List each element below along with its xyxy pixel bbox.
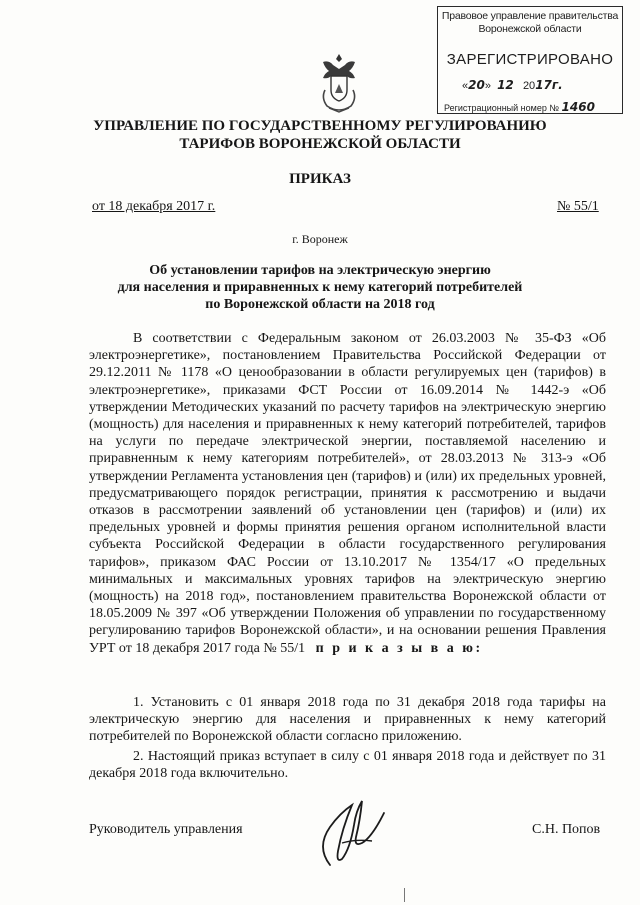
stamp-year-prefix: 20 — [522, 80, 536, 92]
order-subject — [60, 262, 580, 313]
order-number: № 55/1 — [557, 199, 599, 214]
order-items — [89, 694, 606, 784]
signatory-name: С.Н. Попов — [532, 822, 601, 837]
prikazyvayu-word: п р и к а з ы в а ю: — [315, 640, 483, 656]
order-date: от 18 декабря 2017 г. — [92, 199, 216, 214]
preamble-paragraph — [89, 330, 606, 657]
organization-name-line1: УПРАВЛЕНИЕ ПО ГОСУДАРСТВЕННОМУ РЕГУЛИРОВАНИЮ — [93, 118, 547, 134]
stamp-authority-line1: Правовое управление правительства — [441, 10, 619, 22]
handwritten-signature-icon — [300, 795, 400, 875]
stamp-number-value: 1460 — [561, 100, 595, 114]
stamp-registered-label: ЗАРЕГИСТРИРОВАНО — [446, 51, 614, 68]
stamp-month: 12 — [497, 78, 514, 92]
scan-mark — [404, 888, 405, 902]
stamp-number-label: Регистрационный номер № — [444, 103, 560, 113]
stamp-date: «20» 12 2017г. — [462, 78, 563, 92]
stamp-number-row — [444, 100, 595, 114]
preamble-text: В соответствии с Федеральным законом от 26.03.2003 № 35-ФЗ «Об электроэнергетике», постановлением Правительства Российской Федерации от 29.12.2011 № 1178 «О ценообразовании в области регулируемых цен (тарифов) в электроэнергетике», приказами ФСТ России от 16.09.2014 № 1442-э «Об утверждении Методических указаний по расчету тарифов на электрическую энергию (мощность) для населения и приравненных к нему категорий потребителей, тарифов на услуги по передаче электрической энергии, поставляемой населению и приравненным к нему категориям потребителей», от 28.03.2013 № 313-э «Об утверждении Регламента установления цен (тарифов) и (или) их предельных уровней, предусматривающего порядок регистрации, принятия к рассмотрению и выдачи отказов в рассмотрении заявлений об установлении цен (тарифов) и (или) их предельных уровней и формы принятия решения органом исполнительной власти субъекта Российской Федерации в области государственного регулирования тарифов», приказом ФАС России от 13.10.2017 № 1354/17 «О предельных минимальных и максимальных уровнях тарифов на электрическую энергию (мощность) на 2018 год», постановлением правительства Воронежской области от 18.05.2009 № 397 «Об утверждении Положения об управлении по государственному регулированию тарифов Воронежской области», и на основании решения Правления УРТ от 18 декабря 2017 года № 55/1 — [89, 331, 606, 656]
order-item-2: 2. Настоящий приказ вступает в силу с 01 января 2018 года и действует по 31 декабря 2018 года включительно. — [89, 748, 606, 781]
stamp-authority-line2: Воронежской области — [478, 23, 582, 35]
subject-line1: Об установлении тарифов на электрическую энергию — [149, 263, 491, 278]
document-type: ПРИКАЗ — [289, 171, 351, 187]
signatory-position: Руководитель управления — [89, 822, 243, 837]
order-city: г. Воронеж — [292, 232, 348, 246]
subject-line2: для населения и приравненных к нему категорий потребителей — [117, 280, 523, 295]
stamp-day: 20 — [468, 78, 485, 92]
subject-line3: по Воронежской области на 2018 год — [205, 297, 435, 312]
registration-stamp — [437, 6, 623, 114]
coat-of-arms-icon — [315, 50, 363, 114]
order-item-1: 1. Установить с 01 января 2018 года по 31 декабря 2018 года тарифы на электрическую энергию для населения и приравненных к нему категорий потребителей по Воронежской области согласно приложению. — [89, 695, 606, 745]
organization-name-line2: ТАРИФОВ ВОРОНЕЖСКОЙ ОБЛАСТИ — [179, 136, 461, 152]
stamp-year-hand: 17г. — [535, 78, 563, 92]
